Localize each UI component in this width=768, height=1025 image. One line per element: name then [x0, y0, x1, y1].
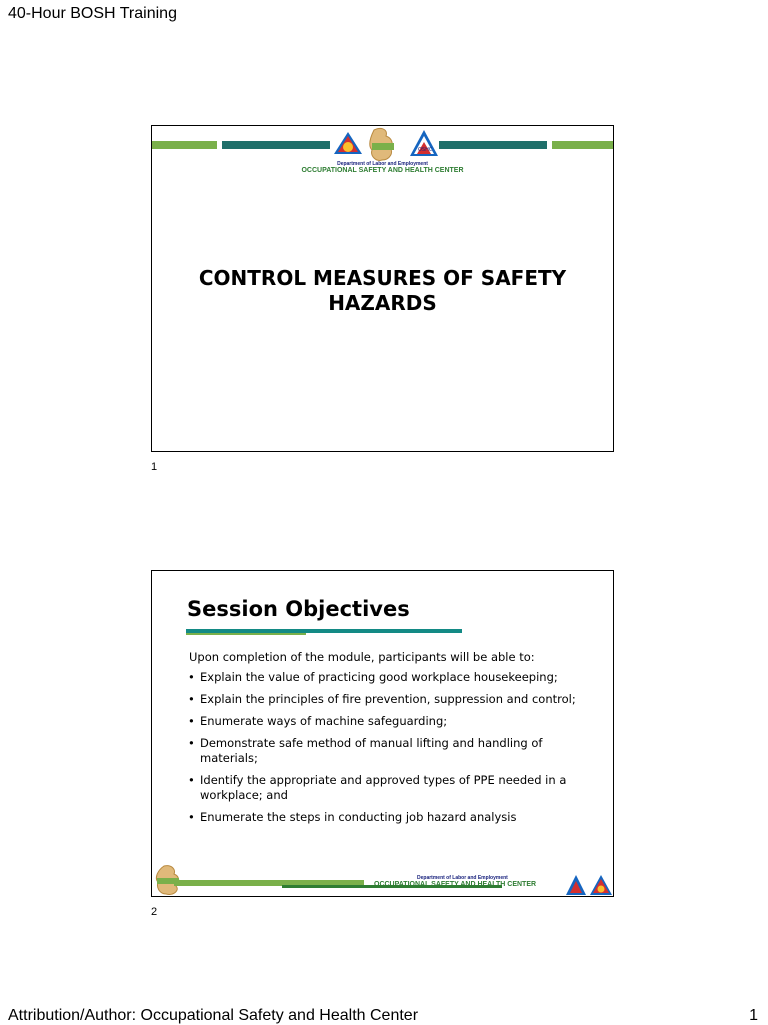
- header-bar-teal-left: [222, 141, 330, 149]
- dole-logo-icon: [334, 132, 362, 154]
- philippine-map-icon: [370, 128, 394, 160]
- objectives-intro: Upon completion of the module, participants will be able to:: [189, 650, 535, 664]
- footer-department-label: Department of Labor and Employment: [417, 875, 508, 881]
- center-label: OCCUPATIONAL SAFETY AND HEALTH CENTER: [301, 167, 464, 174]
- bullet-icon: •: [188, 670, 195, 684]
- attribution: Attribution/Author: Occupational Safety and Health Center: [8, 1007, 419, 1024]
- slide-title-line2: HAZARDS: [328, 291, 437, 315]
- title-underline-accent: [186, 633, 306, 635]
- dole-oshc-logos: [332, 126, 442, 166]
- slide-2-number: 2: [151, 906, 158, 918]
- bullet-icon: •: [188, 773, 195, 787]
- oshc-logo-icon: [566, 875, 586, 895]
- list-item: • Enumerate ways of machine safeguarding;: [188, 714, 448, 728]
- oshc-logo-icon: [410, 130, 438, 156]
- slide-2: [151, 570, 614, 897]
- list-item: • Identify the appropriate and approved types of PPE needed in a workplace; and: [188, 773, 567, 802]
- page-header: 40-Hour BOSH Training: [8, 5, 177, 22]
- slide-title-line1: CONTROL MEASURES OF SAFETY: [198, 266, 567, 290]
- list-item: • Enumerate the steps in conducting job hazard analysis: [188, 810, 517, 824]
- header-bar-green-left: [152, 141, 217, 149]
- bullet-icon: •: [188, 810, 195, 824]
- list-item: • Explain the value of practicing good workplace housekeeping;: [188, 670, 558, 684]
- bullet-icon: •: [188, 736, 195, 750]
- slide-title: [152, 266, 613, 316]
- page-number: 1: [749, 1007, 758, 1024]
- footer-center-label: OCCUPATIONAL SAFETY AND HEALTH CENTER: [374, 881, 537, 888]
- slide-1-number: 1: [151, 461, 158, 473]
- header-bar-green-right: [552, 141, 614, 149]
- department-label: Department of Labor and Employment: [337, 161, 428, 167]
- slide-1: [151, 125, 614, 452]
- oshc-dole-logos: [564, 873, 614, 897]
- list-item: • Demonstrate safe method of manual lifting and handling of materials;: [188, 736, 543, 765]
- svg-text:OSHC: OSHC: [418, 147, 433, 153]
- objectives-list: [187, 670, 587, 832]
- header-bar-teal-right: [439, 141, 547, 149]
- bullet-icon: •: [188, 692, 195, 706]
- list-item: • Explain the principles of fire prevention, suppression and control;: [188, 692, 576, 706]
- dole-logo-icon: [590, 875, 612, 895]
- session-objectives-title: Session Objectives: [187, 597, 410, 621]
- bullet-icon: •: [188, 714, 195, 728]
